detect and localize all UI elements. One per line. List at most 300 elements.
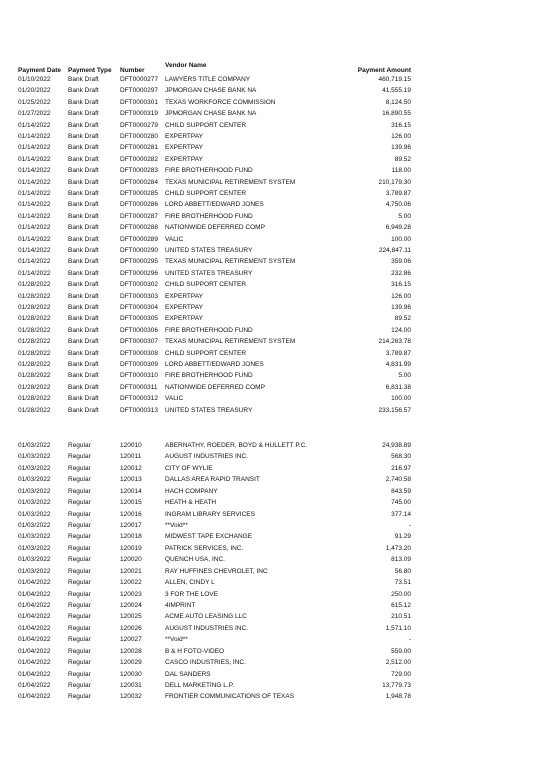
cell-number: 120019: [120, 544, 142, 552]
cell-vendor-name: EXPERTPAY: [165, 304, 203, 311]
cell-payment-date: 01/28/2022: [18, 315, 51, 323]
cell-payment-date: 01/03/2022: [18, 453, 51, 461]
cell-payment-date: 01/14/2022: [18, 121, 51, 129]
table-row: [0, 486, 550, 498]
cell-number: DFT0000282: [120, 155, 158, 163]
cell-number: DFT0000310: [120, 372, 158, 380]
cell-payment-amount: 3,789.87: [385, 349, 411, 357]
cell-payment-type: Bank Draft: [68, 121, 99, 129]
cell-payment-type: Bank Draft: [68, 406, 99, 414]
cell-vendor-name: DELL MARKETING L.P.: [165, 682, 234, 690]
cell-payment-amount: 24,938.89: [382, 442, 411, 449]
cell-payment-date: 01/03/2022: [18, 522, 51, 529]
cell-payment-amount: 73.51: [394, 579, 411, 587]
cell-payment-date: 01/14/2022: [18, 178, 51, 186]
cell-payment-date: 01/04/2022: [18, 682, 51, 690]
cell-payment-date: 01/03/2022: [18, 556, 51, 564]
cell-payment-amount: 214,263.78: [378, 338, 411, 346]
cell-number: 120012: [120, 464, 142, 472]
cell-payment-date: 01/04/2022: [18, 647, 51, 655]
cell-payment-amount: 359.06: [391, 258, 411, 266]
cell-number: 120013: [120, 476, 142, 484]
cell-payment-date: 01/03/2022: [18, 442, 51, 449]
cell-vendor-name: EXPERTPAY: [165, 144, 203, 152]
cell-payment-amount: 250.00: [391, 590, 411, 598]
cell-payment-date: 01/28/2022: [18, 372, 51, 380]
table-row: [0, 474, 550, 486]
table-row: [0, 680, 550, 692]
cell-number: 120020: [120, 556, 142, 564]
cell-payment-amount: 118.00: [391, 167, 411, 175]
cell-payment-type: Bank Draft: [68, 395, 99, 403]
table-row: [0, 382, 550, 394]
cell-number: DFT0000309: [120, 361, 158, 368]
cell-payment-amount: 224,847.11: [378, 247, 411, 254]
cell-number: 120014: [120, 487, 142, 495]
cell-number: 120028: [120, 647, 142, 655]
cell-vendor-name: UNITED STATES TREASURY: [165, 406, 253, 414]
cell-number: 120029: [120, 659, 142, 667]
cell-payment-amount: 89.52: [394, 315, 411, 323]
table-row: [0, 97, 550, 109]
cell-number: 120023: [120, 590, 142, 598]
cell-number: DFT0000295: [120, 258, 158, 266]
cell-payment-amount: 316.15: [391, 281, 411, 289]
cell-payment-type: Regular: [68, 613, 91, 621]
cell-payment-amount: 210.51: [391, 613, 411, 621]
cell-payment-amount: 4,750.06: [385, 201, 411, 209]
cell-payment-amount: 559.00: [391, 647, 411, 655]
cell-payment-date: 01/14/2022: [18, 190, 51, 197]
cell-payment-date: 01/28/2022: [18, 349, 51, 357]
cell-payment-date: 01/04/2022: [18, 602, 51, 610]
cell-vendor-name: B & H FOTO-VIDEO: [165, 647, 225, 655]
cell-number: 120024: [120, 602, 142, 610]
cell-payment-type: Regular: [68, 682, 91, 690]
cell-payment-date: 01/04/2022: [18, 693, 51, 701]
table-row: [0, 657, 550, 669]
cell-payment-type: Regular: [68, 476, 91, 484]
cell-payment-amount: 126.00: [391, 133, 411, 140]
cell-number: 120027: [120, 636, 142, 644]
cell-vendor-name: CASCO INDUSTRIES, INC.: [165, 659, 246, 667]
cell-vendor-name: NATIONWIDE DEFERRED COMP: [165, 383, 265, 391]
cell-number: DFT0000305: [120, 315, 158, 323]
table-row: [0, 188, 550, 200]
cell-payment-type: Regular: [68, 487, 91, 495]
cell-payment-date: 01/28/2022: [18, 281, 51, 289]
cell-vendor-name: DALLAS AREA RAPID TRANSIT: [165, 476, 260, 484]
cell-payment-type: Bank Draft: [68, 338, 99, 346]
table-row: [0, 405, 550, 417]
cell-number: 120016: [120, 510, 142, 518]
cell-number: DFT0000306: [120, 326, 158, 334]
cell-vendor-name: FIRE BROTHERHOOD FUND: [165, 372, 253, 380]
cell-vendor-name: EXPERTPAY: [165, 315, 203, 323]
cell-payment-amount: 4,831.99: [385, 361, 411, 368]
cell-payment-type: Regular: [68, 590, 91, 598]
cell-payment-type: Bank Draft: [68, 292, 99, 300]
cell-payment-type: Bank Draft: [68, 258, 99, 266]
cell-payment-date: 01/14/2022: [18, 155, 51, 163]
header-payment-amount: Payment Amount: [357, 67, 411, 74]
table-row: [0, 177, 550, 189]
cell-payment-type: Regular: [68, 659, 91, 667]
cell-payment-date: 01/04/2022: [18, 579, 51, 587]
cell-vendor-name: AUGUST INDUSTRIES INC.: [165, 624, 248, 632]
table-row: [0, 359, 550, 371]
cell-number: DFT0000302: [120, 281, 158, 289]
cell-vendor-name: AUGUST INDUSTRIES INC.: [165, 453, 248, 461]
cell-payment-type: Bank Draft: [68, 212, 99, 220]
cell-number: 120010: [120, 442, 142, 449]
cell-number: 120026: [120, 624, 142, 632]
cell-vendor-name: INGRAM LIBRARY SERVICES: [165, 510, 255, 518]
cell-payment-date: 01/28/2022: [18, 383, 51, 391]
table-row: [0, 120, 550, 132]
cell-payment-amount: 316.15: [391, 121, 411, 129]
cell-vendor-name: LORD ABBETT/EDWARD JONES: [165, 201, 264, 209]
cell-number: 120011: [120, 453, 142, 461]
header-vendor-name: Vendor Name: [165, 62, 207, 69]
cell-number: 120025: [120, 613, 142, 621]
cell-payment-amount: 1,473.20: [385, 544, 411, 552]
cell-payment-type: Bank Draft: [68, 281, 99, 289]
cell-vendor-name: ACME AUTO LEASING LLC: [165, 613, 247, 621]
cell-payment-date: 01/14/2022: [18, 247, 51, 254]
cell-payment-type: Bank Draft: [68, 133, 99, 140]
cell-number: DFT0000313: [120, 406, 158, 414]
cell-payment-type: Bank Draft: [68, 167, 99, 175]
cell-number: DFT0000285: [120, 190, 158, 197]
cell-vendor-name: 4IMPRINT: [165, 602, 196, 610]
table-row: [0, 370, 550, 382]
table-row: [0, 234, 550, 246]
cell-payment-amount: 5.00: [398, 212, 411, 220]
cell-payment-type: Regular: [68, 636, 91, 644]
cell-payment-type: Regular: [68, 544, 91, 552]
cell-payment-date: 01/28/2022: [18, 292, 51, 300]
cell-vendor-name: TEXAS MUNICIPAL RETIREMENT SYSTEM: [165, 178, 296, 186]
cell-number: DFT0000301: [120, 98, 158, 106]
cell-payment-type: Bank Draft: [68, 87, 99, 95]
cell-payment-date: 01/04/2022: [18, 590, 51, 598]
cell-payment-amount: 6,831.38: [385, 383, 411, 391]
cell-payment-amount: 843.59: [391, 487, 411, 495]
cell-payment-date: 01/03/2022: [18, 487, 51, 495]
cell-vendor-name: FIRE BROTHERHOOD FUND: [165, 167, 253, 175]
cell-payment-type: Regular: [68, 522, 91, 529]
cell-vendor-name: MIDWEST TAPE EXCHANGE: [165, 533, 253, 541]
cell-payment-amount: 568.30: [391, 453, 411, 461]
cell-vendor-name: EXPERTPAY: [165, 133, 203, 140]
cell-vendor-name: TEXAS MUNICIPAL RETIREMENT SYSTEM: [165, 338, 296, 346]
cell-number: DFT0000307: [120, 338, 158, 346]
cell-payment-type: Bank Draft: [68, 247, 99, 254]
cell-payment-date: 01/14/2022: [18, 201, 51, 209]
cell-payment-type: Regular: [68, 579, 91, 587]
cell-payment-type: Regular: [68, 442, 91, 449]
cell-payment-type: Regular: [68, 647, 91, 655]
cell-payment-amount: 5.00: [398, 372, 411, 380]
cell-number: DFT0000311: [120, 383, 158, 391]
table-row: [0, 646, 550, 658]
cell-vendor-name: CHILD SUPPORT CENTER: [165, 121, 247, 129]
cell-payment-date: 01/10/2022: [18, 76, 51, 83]
cell-vendor-name: EXPERTPAY: [165, 155, 203, 163]
table-row: [0, 154, 550, 166]
cell-payment-type: Regular: [68, 567, 91, 575]
cell-number: DFT0000279: [120, 121, 158, 129]
cell-payment-amount: 216.97: [391, 464, 411, 472]
header-number: Number: [120, 67, 145, 74]
cell-payment-date: 01/14/2022: [18, 133, 51, 140]
cell-payment-date: 01/14/2022: [18, 212, 51, 220]
table-row: [0, 165, 550, 177]
cell-payment-date: 01/28/2022: [18, 304, 51, 311]
cell-payment-date: 01/28/2022: [18, 338, 51, 346]
cell-payment-type: Regular: [68, 602, 91, 610]
cell-vendor-name: EXPERTPAY: [165, 292, 203, 300]
cell-payment-amount: 91.29: [394, 533, 411, 541]
table-row: [0, 211, 550, 223]
cell-payment-type: Bank Draft: [68, 304, 99, 311]
table-row: [0, 566, 550, 578]
cell-payment-amount: 16,890.55: [382, 110, 411, 118]
table-row: [0, 543, 550, 555]
cell-payment-amount: 3,789.87: [385, 190, 411, 197]
cell-number: 120018: [120, 533, 142, 541]
cell-number: DFT0000308: [120, 349, 158, 357]
cell-payment-amount: 13,779.73: [382, 682, 411, 690]
cell-payment-amount: 124.00: [391, 326, 411, 334]
cell-payment-date: 01/03/2022: [18, 499, 51, 507]
cell-payment-amount: 139.96: [391, 304, 411, 311]
table-row: [0, 325, 550, 337]
cell-number: 120015: [120, 499, 142, 507]
cell-payment-type: Regular: [68, 624, 91, 632]
cell-payment-date: 01/14/2022: [18, 258, 51, 266]
cell-vendor-name: 3 FOR THE LOVE: [165, 590, 218, 598]
cell-payment-type: Regular: [68, 510, 91, 518]
cell-vendor-name: CITY OF WYLIE: [165, 464, 213, 472]
cell-number: DFT0000312: [120, 395, 158, 403]
table-row: [0, 589, 550, 601]
table-row: [0, 256, 550, 268]
cell-payment-date: 01/28/2022: [18, 395, 51, 403]
cell-number: DFT0000303: [120, 292, 158, 300]
table-row: [0, 577, 550, 589]
table-row: [0, 451, 550, 463]
cell-payment-date: 01/03/2022: [18, 464, 51, 472]
cell-payment-amount: 233,156.57: [378, 406, 411, 414]
cell-vendor-name: FIRE BROTHERHOOD FUND: [165, 326, 253, 334]
cell-vendor-name: **Void**: [165, 522, 188, 529]
cell-payment-date: 01/03/2022: [18, 544, 51, 552]
cell-number: DFT0000284: [120, 178, 158, 186]
cell-number: DFT0000319: [120, 110, 158, 118]
cell-vendor-name: RAY HUFFINES CHEVROLET, INC: [165, 567, 268, 575]
cell-number: DFT0000286: [120, 201, 158, 209]
cell-vendor-name: QUENCH USA, INC.: [165, 556, 225, 564]
cell-payment-date: 01/27/2022: [18, 110, 51, 118]
cell-payment-date: 01/04/2022: [18, 670, 51, 678]
cell-payment-amount: 8,124.50: [385, 98, 411, 106]
cell-payment-type: Bank Draft: [68, 315, 99, 323]
table-row: [0, 268, 550, 280]
table-row: [0, 279, 550, 291]
cell-vendor-name: FRONTIER COMMUNICATIONS OF TEXAS: [165, 693, 295, 701]
cell-number: 120031: [120, 682, 142, 690]
cell-vendor-name: CHILD SUPPORT CENTER: [165, 349, 247, 357]
cell-payment-date: 01/28/2022: [18, 406, 51, 414]
cell-vendor-name: JPMORGAN CHASE BANK NA: [165, 110, 257, 118]
cell-payment-type: Bank Draft: [68, 383, 99, 391]
cell-vendor-name: **Void**: [165, 636, 188, 644]
cell-vendor-name: UNITED STATES TREASURY: [165, 247, 253, 254]
cell-payment-amount: 232.86: [391, 269, 411, 277]
cell-vendor-name: TEXAS WORKFORCE COMMISSION: [165, 98, 276, 106]
table-row: [0, 611, 550, 623]
cell-payment-amount: 813.09: [391, 556, 411, 564]
cell-payment-amount: 1,571.10: [385, 624, 411, 632]
cell-vendor-name: LORD ABBETT/EDWARD JONES: [165, 361, 264, 368]
cell-vendor-name: UNITED STATES TREASURY: [165, 269, 253, 277]
cell-payment-amount: 139.96: [391, 144, 411, 152]
cell-number: DFT0000288: [120, 224, 158, 232]
cell-payment-amount: 2,740.58: [385, 476, 411, 484]
table-row: [0, 634, 550, 646]
table-row: [0, 131, 550, 143]
cell-payment-type: Regular: [68, 453, 91, 461]
cell-payment-amount: 89.52: [394, 155, 411, 163]
cell-payment-type: Bank Draft: [68, 372, 99, 380]
cell-vendor-name: NATIONWIDE DEFERRED COMP: [165, 224, 265, 232]
cell-payment-type: Bank Draft: [68, 178, 99, 186]
cell-number: DFT0000297: [120, 87, 158, 95]
cell-vendor-name: VALIC: [165, 235, 184, 243]
cell-number: DFT0000277: [120, 76, 158, 83]
cell-payment-type: Bank Draft: [68, 201, 99, 209]
cell-vendor-name: LAWYERS TITLE COMPANY: [165, 76, 251, 83]
cell-payment-amount: 41,555.19: [382, 87, 411, 95]
header-payment-type: Payment Type: [68, 67, 112, 74]
cell-vendor-name: ABERNATHY, ROEDER, BOYD & HULLETT P.C.: [165, 442, 308, 449]
cell-payment-amount: 729.00: [391, 670, 411, 678]
cell-payment-date: 01/14/2022: [18, 144, 51, 152]
table-row: [0, 302, 550, 314]
cell-vendor-name: DAL SANDERS: [165, 670, 211, 678]
cell-vendor-name: TEXAS MUNICIPAL RETIREMENT SYSTEM: [165, 258, 296, 266]
cell-payment-amount: -: [408, 522, 411, 529]
cell-payment-date: 01/14/2022: [18, 269, 51, 277]
table-row: [0, 222, 550, 234]
cell-payment-amount: 100.00: [391, 395, 411, 403]
cell-payment-amount: 615.12: [391, 602, 411, 610]
cell-payment-date: 01/14/2022: [18, 224, 51, 232]
cell-payment-date: 01/03/2022: [18, 533, 51, 541]
cell-payment-date: 01/14/2022: [18, 167, 51, 175]
table-row: [0, 74, 550, 86]
cell-number: DFT0000287: [120, 212, 158, 220]
cell-payment-type: Bank Draft: [68, 269, 99, 277]
table-row: [0, 291, 550, 303]
cell-number: 120030: [120, 670, 142, 678]
cell-payment-type: Regular: [68, 499, 91, 507]
cell-payment-type: Bank Draft: [68, 361, 99, 368]
cell-payment-type: Bank Draft: [68, 224, 99, 232]
cell-payment-amount: 100.00: [391, 235, 411, 243]
cell-payment-date: 01/04/2022: [18, 624, 51, 632]
table-row: [0, 554, 550, 566]
cell-number: DFT0000283: [120, 167, 158, 175]
cell-payment-type: Bank Draft: [68, 326, 99, 334]
table-row: [0, 463, 550, 475]
table-row: [0, 531, 550, 543]
cell-vendor-name: HEATH & HEATH: [165, 499, 217, 507]
cell-payment-type: Regular: [68, 464, 91, 472]
table-row: [0, 313, 550, 325]
cell-payment-type: Bank Draft: [68, 155, 99, 163]
cell-number: DFT0000290: [120, 247, 158, 254]
table-row: [0, 509, 550, 521]
table-row: [0, 497, 550, 509]
table-row: [0, 142, 550, 154]
cell-vendor-name: ALLEN, CINDY L: [165, 579, 215, 587]
cell-payment-type: Bank Draft: [68, 144, 99, 152]
table-row: [0, 393, 550, 405]
cell-payment-date: 01/03/2022: [18, 476, 51, 484]
cell-payment-type: Bank Draft: [68, 190, 99, 197]
table-row: [0, 520, 550, 532]
table-row: [0, 691, 550, 703]
cell-payment-amount: 56.80: [394, 567, 411, 575]
cell-payment-type: Bank Draft: [68, 76, 99, 83]
cell-payment-type: Regular: [68, 533, 91, 541]
table-row: [0, 348, 550, 360]
header-payment-date: Payment Date: [18, 67, 61, 74]
cell-payment-date: 01/14/2022: [18, 235, 51, 243]
cell-payment-date: 01/03/2022: [18, 567, 51, 575]
cell-payment-type: Bank Draft: [68, 349, 99, 357]
cell-payment-amount: 460,719.15: [378, 76, 411, 83]
cell-payment-type: Bank Draft: [68, 235, 99, 243]
cell-payment-date: 01/03/2022: [18, 510, 51, 518]
cell-payment-amount: 2,512.00: [385, 659, 411, 667]
cell-payment-amount: 1,948.78: [385, 693, 411, 701]
cell-payment-date: 01/04/2022: [18, 659, 51, 667]
cell-number: DFT0000280: [120, 133, 158, 140]
cell-payment-date: 01/28/2022: [18, 326, 51, 334]
cell-number: DFT0000304: [120, 304, 158, 311]
cell-number: DFT0000281: [120, 144, 158, 152]
cell-payment-type: Regular: [68, 693, 91, 701]
cell-vendor-name: CHILD SUPPORT CENTER: [165, 190, 247, 197]
cell-vendor-name: CHILD SUPPORT CENTER: [165, 281, 247, 289]
cell-vendor-name: PATRICK SERVICES, INC.: [165, 544, 244, 552]
cell-number: 120022: [120, 579, 142, 587]
cell-payment-date: 01/25/2022: [18, 98, 51, 106]
cell-payment-amount: 210,179.30: [378, 178, 411, 186]
cell-vendor-name: HACH COMPANY: [165, 487, 218, 495]
table-row: [0, 108, 550, 120]
cell-vendor-name: FIRE BROTHERHOOD FUND: [165, 212, 253, 220]
cell-payment-type: Regular: [68, 670, 91, 678]
table-row: [0, 245, 550, 257]
table-row: [0, 623, 550, 635]
table-row: [0, 669, 550, 681]
cell-payment-amount: -: [408, 636, 411, 644]
